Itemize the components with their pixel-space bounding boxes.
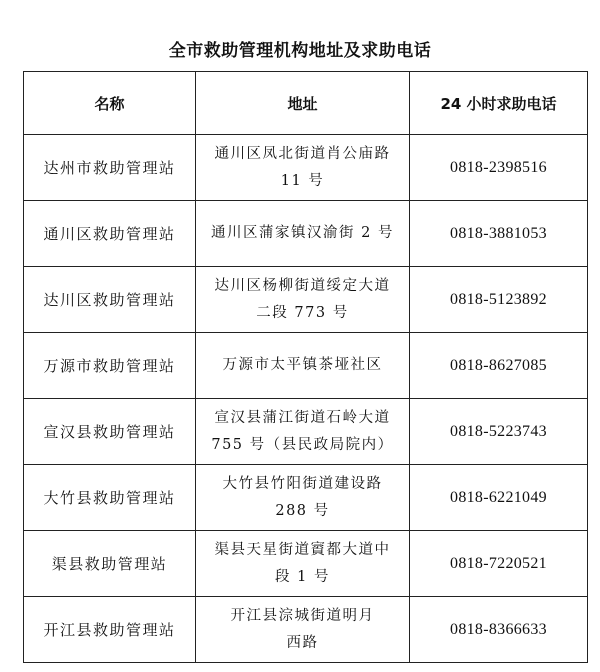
station-name: 达川区救助管理站: [24, 267, 196, 333]
station-phone: 0818-2398516: [410, 135, 588, 201]
table-header-row: [24, 72, 588, 135]
address-line: 755 号（县民政局院内）: [211, 436, 394, 453]
address-line: 万源市太平镇茶垭社区: [222, 357, 383, 373]
address-line: 通川区蒲家镇汉渝街 2 号: [211, 225, 394, 241]
station-address: [196, 597, 410, 663]
station-address: [196, 531, 410, 597]
table-row: [24, 333, 588, 399]
station-address: [196, 201, 410, 267]
address-line: 288 号: [275, 502, 330, 519]
address-line: 达川区杨柳街道绥定大道: [214, 277, 391, 294]
station-phone: 0818-5223743: [410, 399, 588, 465]
table-row: [24, 135, 588, 201]
table-row: [24, 201, 588, 267]
station-name: 开江县救助管理站: [24, 597, 196, 663]
station-address: [196, 399, 410, 465]
address-line: 西路: [286, 634, 319, 651]
station-phone: 0818-5123892: [410, 267, 588, 333]
column-header-address: 地址: [196, 72, 410, 135]
station-phone: 0818-8627085: [410, 333, 588, 399]
table-row: [24, 399, 588, 465]
station-phone: 0818-6221049: [410, 465, 588, 531]
address-line: 11 号: [280, 172, 325, 189]
address-line: 渠县天星街道賨都大道中: [214, 541, 391, 558]
column-header-name: 名称: [24, 72, 196, 135]
column-header-phone: 24 小时求助电话: [410, 72, 588, 135]
station-phone: 0818-8366633: [410, 597, 588, 663]
station-address: [196, 465, 410, 531]
address-line: 大竹县竹阳街道建设路: [222, 475, 383, 492]
address-line: 开江县淙城街道明月: [230, 607, 375, 624]
station-name: 渠县救助管理站: [24, 531, 196, 597]
address-line: 二段 773 号: [256, 304, 349, 321]
address-line: 通川区凤北街道肖公庙路: [214, 145, 391, 162]
station-name: 宣汉县救助管理站: [24, 399, 196, 465]
station-phone: 0818-3881053: [410, 201, 588, 267]
station-address: [196, 267, 410, 333]
station-address: [196, 135, 410, 201]
table-row: [24, 267, 588, 333]
address-line: 段 1 号: [275, 568, 330, 585]
page-title: 全市救助管理机构地址及求助电话: [168, 41, 432, 61]
station-address: [196, 333, 410, 399]
station-name: 通川区救助管理站: [24, 201, 196, 267]
table-row: [24, 531, 588, 597]
rescue-station-table: [23, 71, 588, 663]
table-row: [24, 465, 588, 531]
station-phone: 0818-7220521: [410, 531, 588, 597]
table-row: [24, 597, 588, 663]
station-name: 达州市救助管理站: [24, 135, 196, 201]
station-name: 大竹县救助管理站: [24, 465, 196, 531]
station-name: 万源市救助管理站: [24, 333, 196, 399]
address-line: 宣汉县蒲江街道石岭大道: [214, 409, 391, 426]
